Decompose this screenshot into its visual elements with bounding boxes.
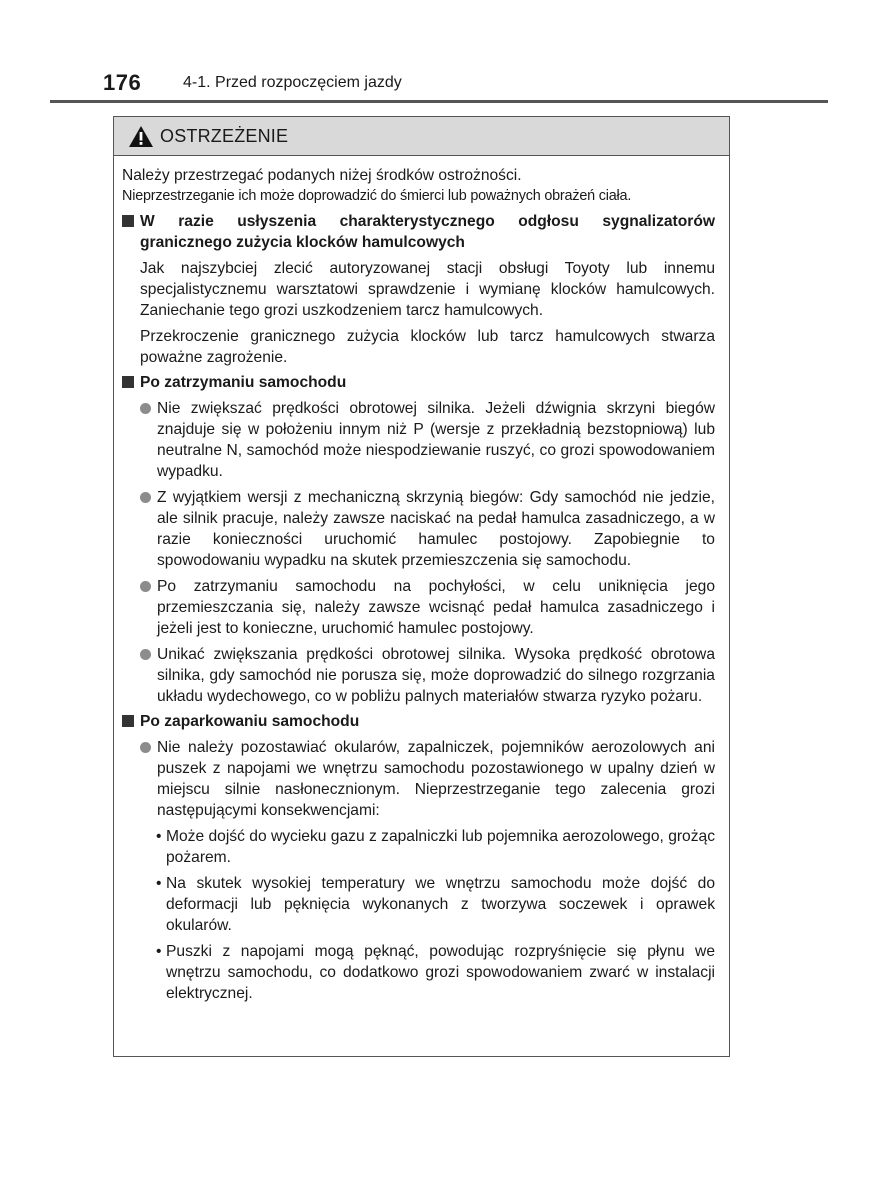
section-title: 4-1. Przed rozpoczęciem jazdy: [183, 74, 402, 91]
square-bullet-icon: [122, 215, 134, 227]
square-bullet-icon: [122, 376, 134, 388]
circle-bullet-icon: [140, 649, 151, 660]
circle-bullet-icon: [140, 403, 151, 414]
list-item: Unikać zwiększania prędkości obrotowej silnika. Wysoka prędkość obrotowa silnika, gdy samochód nie porusza się, może doprowadzić do silnego rozgrzania układu wydechowego, co w pobliżu palnych materiałów stwarza ryzyko pożaru.: [122, 644, 715, 707]
paragraph: Jak najszybciej zlecić autoryzowanej stacji obsługi Toyoty lub innemu specjalistycznemu warsztatowi sprawdzenie i wymianę klocków hamulcowych. Zaniechanie tego grozi uszkodzeniem tarcz hamulcowych.: [140, 260, 715, 319]
section-heading: Po zatrzymaniu samochodu: [122, 372, 715, 393]
intro-text-2: Nieprzestrzeganie ich może doprowadzić do śmierci lub poważnych obrażeń ciała.: [122, 188, 632, 204]
sub-list-item: • Puszki z napojami mogą pęknąć, powodując rozpryśnięcie się płynu we wnętrzu samochodu, co dodatkowo grozi spowodowaniem zwarć w instalacji elektrycznej.: [156, 943, 715, 1002]
small-dot-icon: •: [156, 875, 162, 892]
page-header: [103, 70, 823, 100]
section-heading: W razie usłyszenia charakterystycznego odgłosu sygnalizatorów granicznego zużycia klocków hamulcowych: [122, 211, 715, 253]
intro-text: Należy przestrzegać podanych niżej środków ostrożności.: [122, 167, 522, 184]
circle-bullet-icon: [140, 581, 151, 592]
list-item: Nie należy pozostawiać okularów, zapalniczek, pojemników aerozolowych ani puszek z napojami we wnętrzu samochodu pozostawionego w upalny dzień w miejscu silnie nasłonecznionym. Nieprzestrzeganie tego zalecenia grozi następującymi konsekwencjami:: [122, 737, 715, 821]
sub-list-item: • Może dojść do wycieku gazu z zapalniczki lub pojemnika aerozolowego, grożąc pożarem.: [156, 828, 715, 866]
list-item: Po zatrzymaniu samochodu na pochyłości, w celu uniknięcia jego przemieszczania się, należy zawsze wcisnąć pedał hamulca zasadniczego i jeżeli jest to konieczne, uruchomić hamulec postojowy.: [122, 576, 715, 639]
sub-list-item: • Na skutek wysokiej temperatury we wnętrzu samochodu może dojść do deformacji lub pęknięcia wykonanych z tworzywa soczewek i oprawek okularów.: [156, 875, 715, 934]
warning-header: [114, 117, 729, 156]
circle-bullet-icon: [140, 742, 151, 753]
warning-box: [113, 116, 730, 1057]
paragraph: Przekroczenie granicznego zużycia klocków lub tarcz hamulcowych stwarza poważne zagrożenie.: [140, 328, 715, 366]
warning-title: OSTRZEŻENIE: [160, 125, 289, 146]
list-item: Nie zwiększać prędkości obrotowej silnika. Jeżeli dźwignia skrzyni biegów znajduje się w położeniu innym niż P (wersje z przekładnią bezstopniową) lub neutralne N, samochód może niespodziewanie ruszyć, co grozi spowodowaniem wypadku.: [122, 398, 715, 482]
square-bullet-icon: [122, 715, 134, 727]
page-number: 176: [103, 70, 142, 95]
warning-triangle-icon: [128, 125, 154, 148]
small-dot-icon: •: [156, 943, 162, 960]
warning-content: [114, 156, 729, 1004]
list-item: Z wyjątkiem wersji z mechaniczną skrzynią biegów: Gdy samochód nie jedzie, ale silnik pracuje, należy zawsze naciskać na pedał hamulca zasadniczego, a w razie konieczności uruchomić hamulec postojowy. Zapobiegnie to spowodowaniu wypadku na skutek przemieszczenia się samochodu.: [122, 487, 715, 571]
header-divider: [50, 100, 828, 103]
circle-bullet-icon: [140, 492, 151, 503]
section-heading: Po zaparkowaniu samochodu: [122, 711, 715, 732]
small-dot-icon: •: [156, 828, 162, 845]
